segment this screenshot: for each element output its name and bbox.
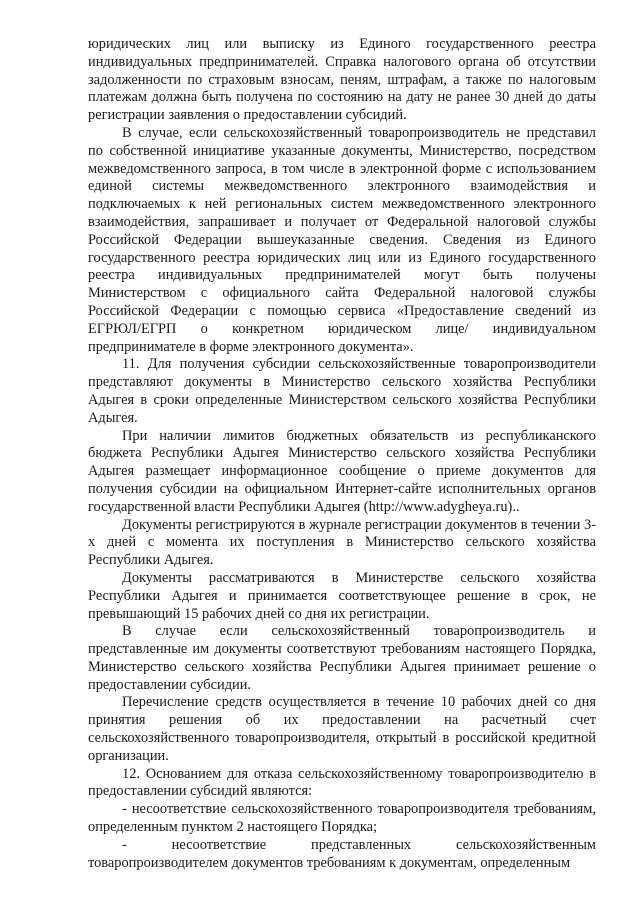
- paragraph-1: юридических лиц или выписку из Единого государственного реестра индивидуальных предпринимателей. Справка налогового органа об отсутствии задолженности по страховым взносам, пеням, штрафам, а также по налоговым платежам должна быть получена по состоянию на дату не ранее 30 дней до даты регистрации заявления о предоставлении субсидий.: [88, 36, 596, 124]
- paragraph-5: Документы регистрируются в журнале регистрации документов в течении 3-х дней с момента их поступления в Министерство сельского хозяйства Республики Адыгея.: [88, 516, 596, 569]
- paragraph-8: Перечисление средств осуществляется в течение 10 рабочих дней со дня принятия решения об их предоставлении на расчетный счет сельскохозяйственного товаропроизводителя, открытый в российской кредитной организации.: [88, 694, 596, 764]
- paragraph-4: При наличии лимитов бюджетных обязательств из республиканского бюджета Республики Адыгея Министерство сельского хозяйства Республики Адыгея размещает информационное сообщение о приеме документов для получения субсидии на официальном Интернет-сайте исполнительных органов государственной власти Республики Адыгея (http://www.adygheya.ru)..: [88, 427, 596, 515]
- paragraph-2: В случае, если сельскохозяйственный товаропроизводитель не представил по собственной инициативе указанные документы, Министерство, посредством межведомственного запроса, в том числе в электронной форме с использованием единой системы межведомственного электронного взаимодействия и подключаемых к ней региональных систем межведомственного электронного взаимодействия, запрашивает и получает от Федеральной налоговой службы Российской Федерации вышеуказанные сведения. Сведения из Единого государственного реестра юридических лиц или из Единого государственного реестра индивидуальных предпринимателей могут быть получены Министерством с официального сайта Федеральной налоговой службы Российской Федерации с помощью сервиса «Предоставление сведений из ЕГРЮЛ/ЕГРП о конкретном юридическом лице/ индивидуальном предпринимателе в форме электронного документа».: [88, 124, 596, 355]
- paragraph-7: В случае если сельскохозяйственный товаропроизводитель и представленные им документы соответствуют требованиям настоящего Порядка, Министерство сельского хозяйства Республики Адыгея принимает решение о предоставлении субсидии.: [88, 623, 596, 693]
- document-body: [88, 36, 596, 872]
- paragraph-9: 12. Основанием для отказа сельскохозяйственному товаропроизводителю в предоставлении субсидий являются:: [88, 765, 596, 800]
- paragraph-10: - несоответствие сельскохозяйственного товаропроизводителя требованиям, определенным пунктом 2 настоящего Порядка;: [88, 801, 596, 836]
- paragraph-6: Документы рассматриваются в Министерстве сельского хозяйства Республики Адыгея и принимается соответствующее решение в срок, не превышающий 15 рабочих дней со дня их регистрации.: [88, 569, 596, 622]
- paragraph-11: - несоответствие представленных сельскохозяйственным товаропроизводителем документов требованиям к документам, определенным: [88, 836, 596, 871]
- paragraph-3: 11. Для получения субсидии сельскохозяйственные товаропроизводители представляют документы в Министерство сельского хозяйства Республики Адыгея в сроки определенные Министерством сельского хозяйства Республики Адыгея.: [88, 356, 596, 426]
